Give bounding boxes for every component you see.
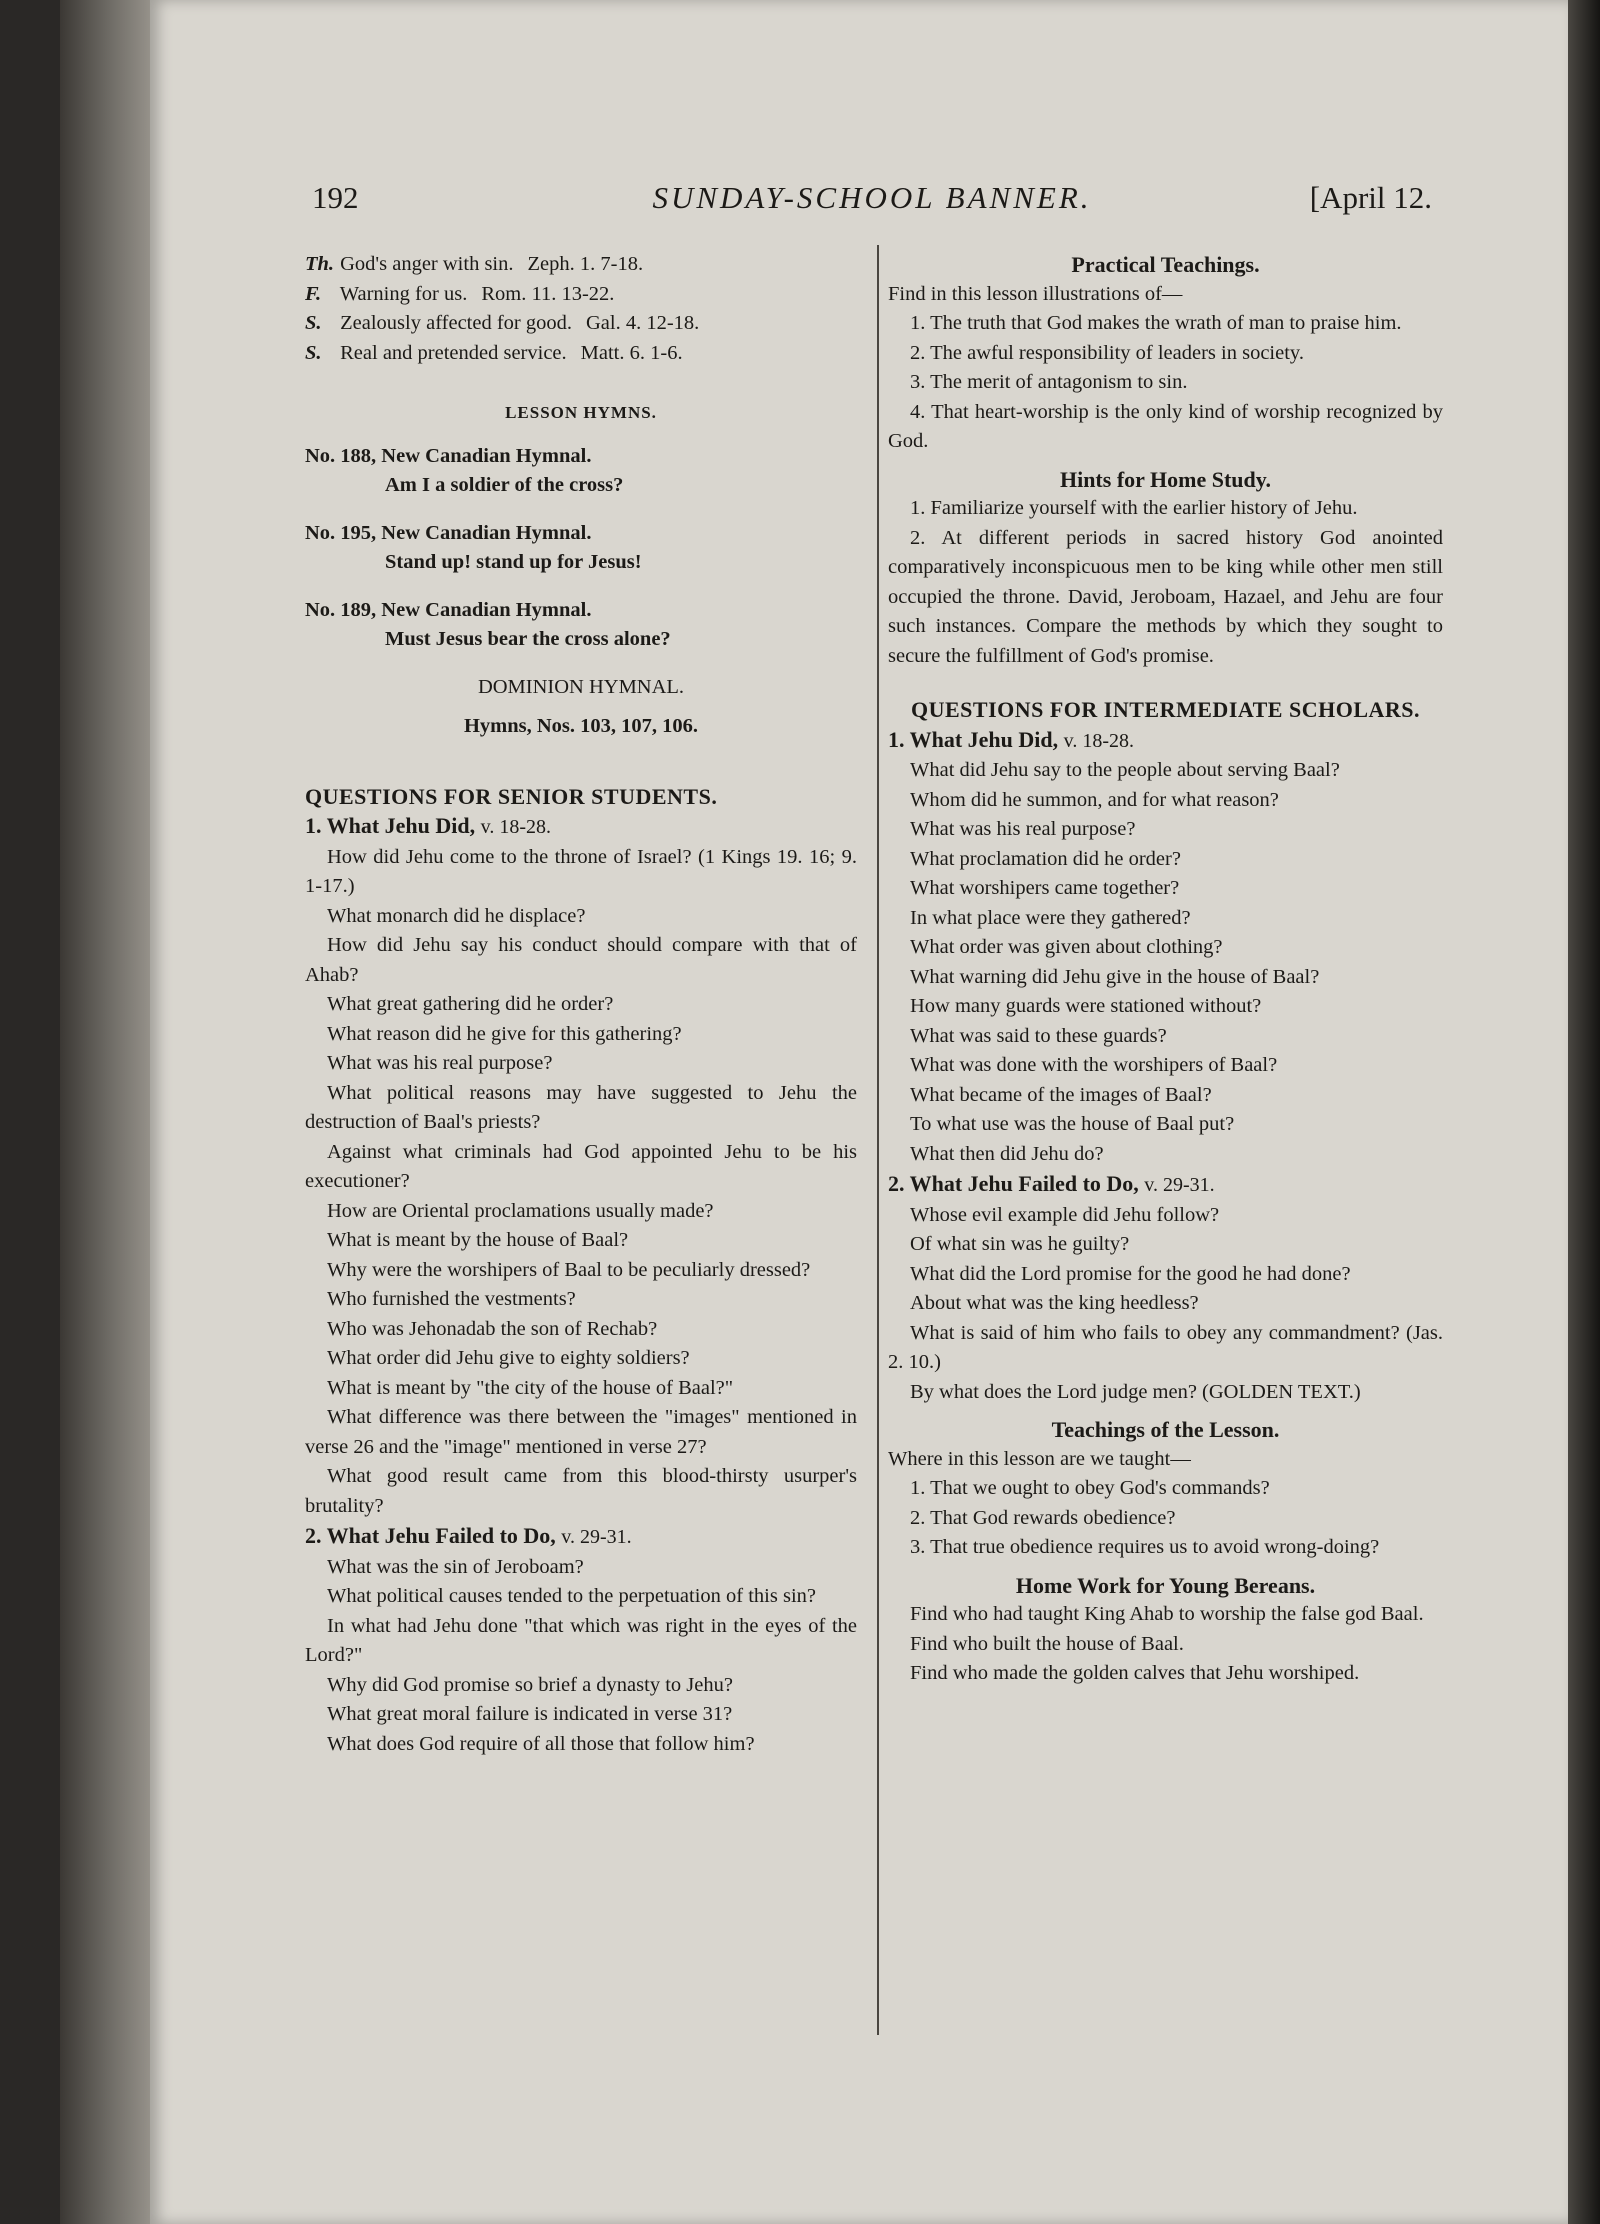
question: To what use was the house of Baal put? <box>910 1113 1235 1135</box>
question: What was said to these guards? <box>910 1024 1167 1047</box>
list-item: 1. That we ought to obey God's commands? <box>910 1477 1270 1499</box>
list-item: Find who built the house of Baal. <box>910 1632 1184 1655</box>
question: What great gathering did he order? <box>327 993 614 1015</box>
intermediate-questions-heading: QUESTIONS FOR INTERMEDIATE SCHOLARS. <box>910 697 1421 722</box>
list-item: 3. The merit of antagonism to sin. <box>910 371 1188 393</box>
section-heading: 2. What Jehu Failed to Do, v. 29-31. <box>888 1171 1215 1196</box>
question: What difference was there between the "images" mentioned in verse 26 and the "image" mentioned in verse 27? <box>305 1406 857 1458</box>
home-work-heading: Home Work for Young Bereans. <box>1015 1572 1316 1598</box>
senior-section2-questions <box>305 1553 857 1760</box>
question: What monarch did he displace? <box>327 904 586 927</box>
question: Whom did he summon, and for what reason? <box>910 788 1279 811</box>
question: What was done with the worshipers of Baal? <box>910 1054 1278 1076</box>
question: What political reasons may have suggested to Jehu the destruction of Baal's priests? <box>305 1081 857 1133</box>
question: About what was the king heedless? <box>910 1292 1199 1314</box>
dominion-hymn-numbers: Hymns, Nos. 103, 107, 106. <box>463 715 699 737</box>
page-number: 192 <box>312 180 359 215</box>
question: Against what criminals had God appointed Jehu to be his executioner? <box>305 1140 857 1192</box>
hymn-entry: No. 189, New Canadian Hymnal. Must Jesus bear the cross alone? <box>305 598 671 650</box>
list-item: 3. That true obedience requires us to avoid wrong-doing? <box>910 1536 1380 1558</box>
question: What was his real purpose? <box>327 1052 553 1074</box>
section-heading: 1. What Jehu Did, v. 18-28. <box>305 813 552 838</box>
question: Whose evil example did Jehu follow? <box>910 1203 1220 1226</box>
question: How did Jehu come to the throne of Israel? (1 Kings 19. 16; 9. 1-17.) <box>305 845 857 897</box>
question: In what had Jehu done "that which was right in the eyes of the Lord?" <box>305 1614 857 1666</box>
question: How are Oriental proclamations usually made? <box>327 1199 714 1222</box>
reading-line: S. Real and pretended service. Matt. 6. 1-6. <box>305 341 683 364</box>
question: What did Jehu say to the people about serving Baal? <box>910 759 1340 781</box>
list-item: 1. The truth that God makes the wrath of man to praise him. <box>910 312 1402 334</box>
teachings-heading: Teachings of the Lesson. <box>1051 1417 1280 1442</box>
question: Who furnished the vestments? <box>327 1288 576 1310</box>
question: What is meant by "the city of the house of Baal?" <box>327 1376 734 1399</box>
daily-readings <box>305 250 857 368</box>
question: What proclamation did he order? <box>910 847 1181 870</box>
page-header <box>312 180 1432 230</box>
running-title: SUNDAY-SCHOOL BANNER. <box>652 180 1092 215</box>
list-item: 1. Familiarize yourself with the earlier history of Jehu. <box>910 497 1358 519</box>
question: How did Jehu say his conduct should compare with that of Ahab? <box>305 934 857 986</box>
hymn-entry: No. 195, New Canadian Hymnal. Stand up! stand up for Jesus! <box>305 521 642 573</box>
question: What is meant by the house of Baal? <box>327 1229 629 1251</box>
lesson-hymns-heading: LESSON HYMNS. <box>505 403 657 422</box>
question: What became of the images of Baal? <box>910 1083 1212 1106</box>
list-item: 4. That heart-worship is the only kind of worship recognized by God. <box>888 400 1443 452</box>
question: What was the sin of Jeroboam? <box>327 1555 584 1578</box>
question: What order did Jehu give to eighty soldiers? <box>327 1347 690 1369</box>
list-item: Find who had taught King Ahab to worship the false god Baal. <box>910 1603 1424 1625</box>
question: What was his real purpose? <box>910 818 1136 840</box>
reading-line: F. Warning for us. Rom. 11. 13-22. <box>305 282 615 305</box>
section-heading: 1. What Jehu Did, v. 18-28. <box>888 726 1135 752</box>
list-item: 2. At different periods in sacred history God anointed comparatively inconspicuous men to be king while other men still occupied the throne. David, Jeroboam, Hazael, and Jehu are four such instances. Compare the methods by which they sought to secure the fulfillment of God's promise. <box>888 526 1443 667</box>
question: Why were the worshipers of Baal to be peculiarly dressed? <box>327 1258 811 1281</box>
question: What good result came from this blood-thirsty usurper's brutality? <box>305 1465 857 1517</box>
question: What did the Lord promise for the good he had done? <box>910 1262 1351 1285</box>
question: What is said of him who fails to obey any commandment? (Jas. 2. 10.) <box>888 1321 1443 1373</box>
question: What does God require of all those that follow him? <box>327 1732 755 1755</box>
reading-line: Th. God's anger with sin. Zeph. 1. 7-18. <box>305 253 644 275</box>
right-column <box>888 250 1443 1689</box>
hymn-entry: No. 188, New Canadian Hymnal. Am I a soldier of the cross? <box>305 444 624 496</box>
home-study-heading: Hints for Home Study. <box>1059 466 1272 492</box>
question: Who was Jehonadab the son of Rechab? <box>327 1317 658 1340</box>
question: How many guards were stationed without? <box>910 995 1262 1017</box>
question: What order was given about clothing? <box>910 936 1223 958</box>
question: What great moral failure is indicated in verse 31? <box>327 1703 733 1725</box>
left-column <box>305 250 857 1759</box>
question: In what place were they gathered? <box>910 906 1191 929</box>
dominion-hymnal-heading: DOMINION HYMNAL. <box>477 675 685 698</box>
list-item: 2. That God rewards obedience? <box>910 1506 1176 1529</box>
practical-intro: Find in this lesson illustrations of— <box>888 282 1183 305</box>
practical-teachings-heading: Practical Teachings. <box>1071 252 1260 277</box>
teachings-intro: Where in this lesson are we taught— <box>888 1447 1191 1470</box>
question: What political causes tended to the perpetuation of this sin? <box>327 1585 817 1607</box>
reading-line: S. Zealously affected for good. Gal. 4. 12-18. <box>305 312 700 334</box>
section-heading: 2. What Jehu Failed to Do, v. 29-31. <box>305 1523 632 1548</box>
book-right-edge <box>1568 0 1600 2224</box>
question: What worshipers came together? <box>910 877 1180 899</box>
list-item: 2. The awful responsibility of leaders in society. <box>910 341 1304 364</box>
senior-section1-questions <box>305 843 857 1522</box>
question: Why did God promise so brief a dynasty to Jehu? <box>327 1673 733 1696</box>
question: What then did Jehu do? <box>910 1142 1104 1165</box>
question: Of what sin was he guilty? <box>910 1233 1130 1255</box>
page-date: [April 12. <box>1309 180 1432 215</box>
list-item: Find who made the golden calves that Jehu worshiped. <box>910 1662 1360 1684</box>
question: By what does the Lord judge men? (GOLDEN TEXT.) <box>910 1380 1361 1403</box>
intermediate-section2-questions <box>888 1201 1443 1408</box>
senior-questions-heading: QUESTIONS FOR SENIOR STUDENTS. <box>305 783 718 809</box>
column-divider <box>877 245 879 2035</box>
question: What reason did he give for this gathering? <box>327 1022 682 1045</box>
question: What warning did Jehu give in the house of Baal? <box>910 965 1320 988</box>
intermediate-section1-questions <box>888 756 1443 1169</box>
